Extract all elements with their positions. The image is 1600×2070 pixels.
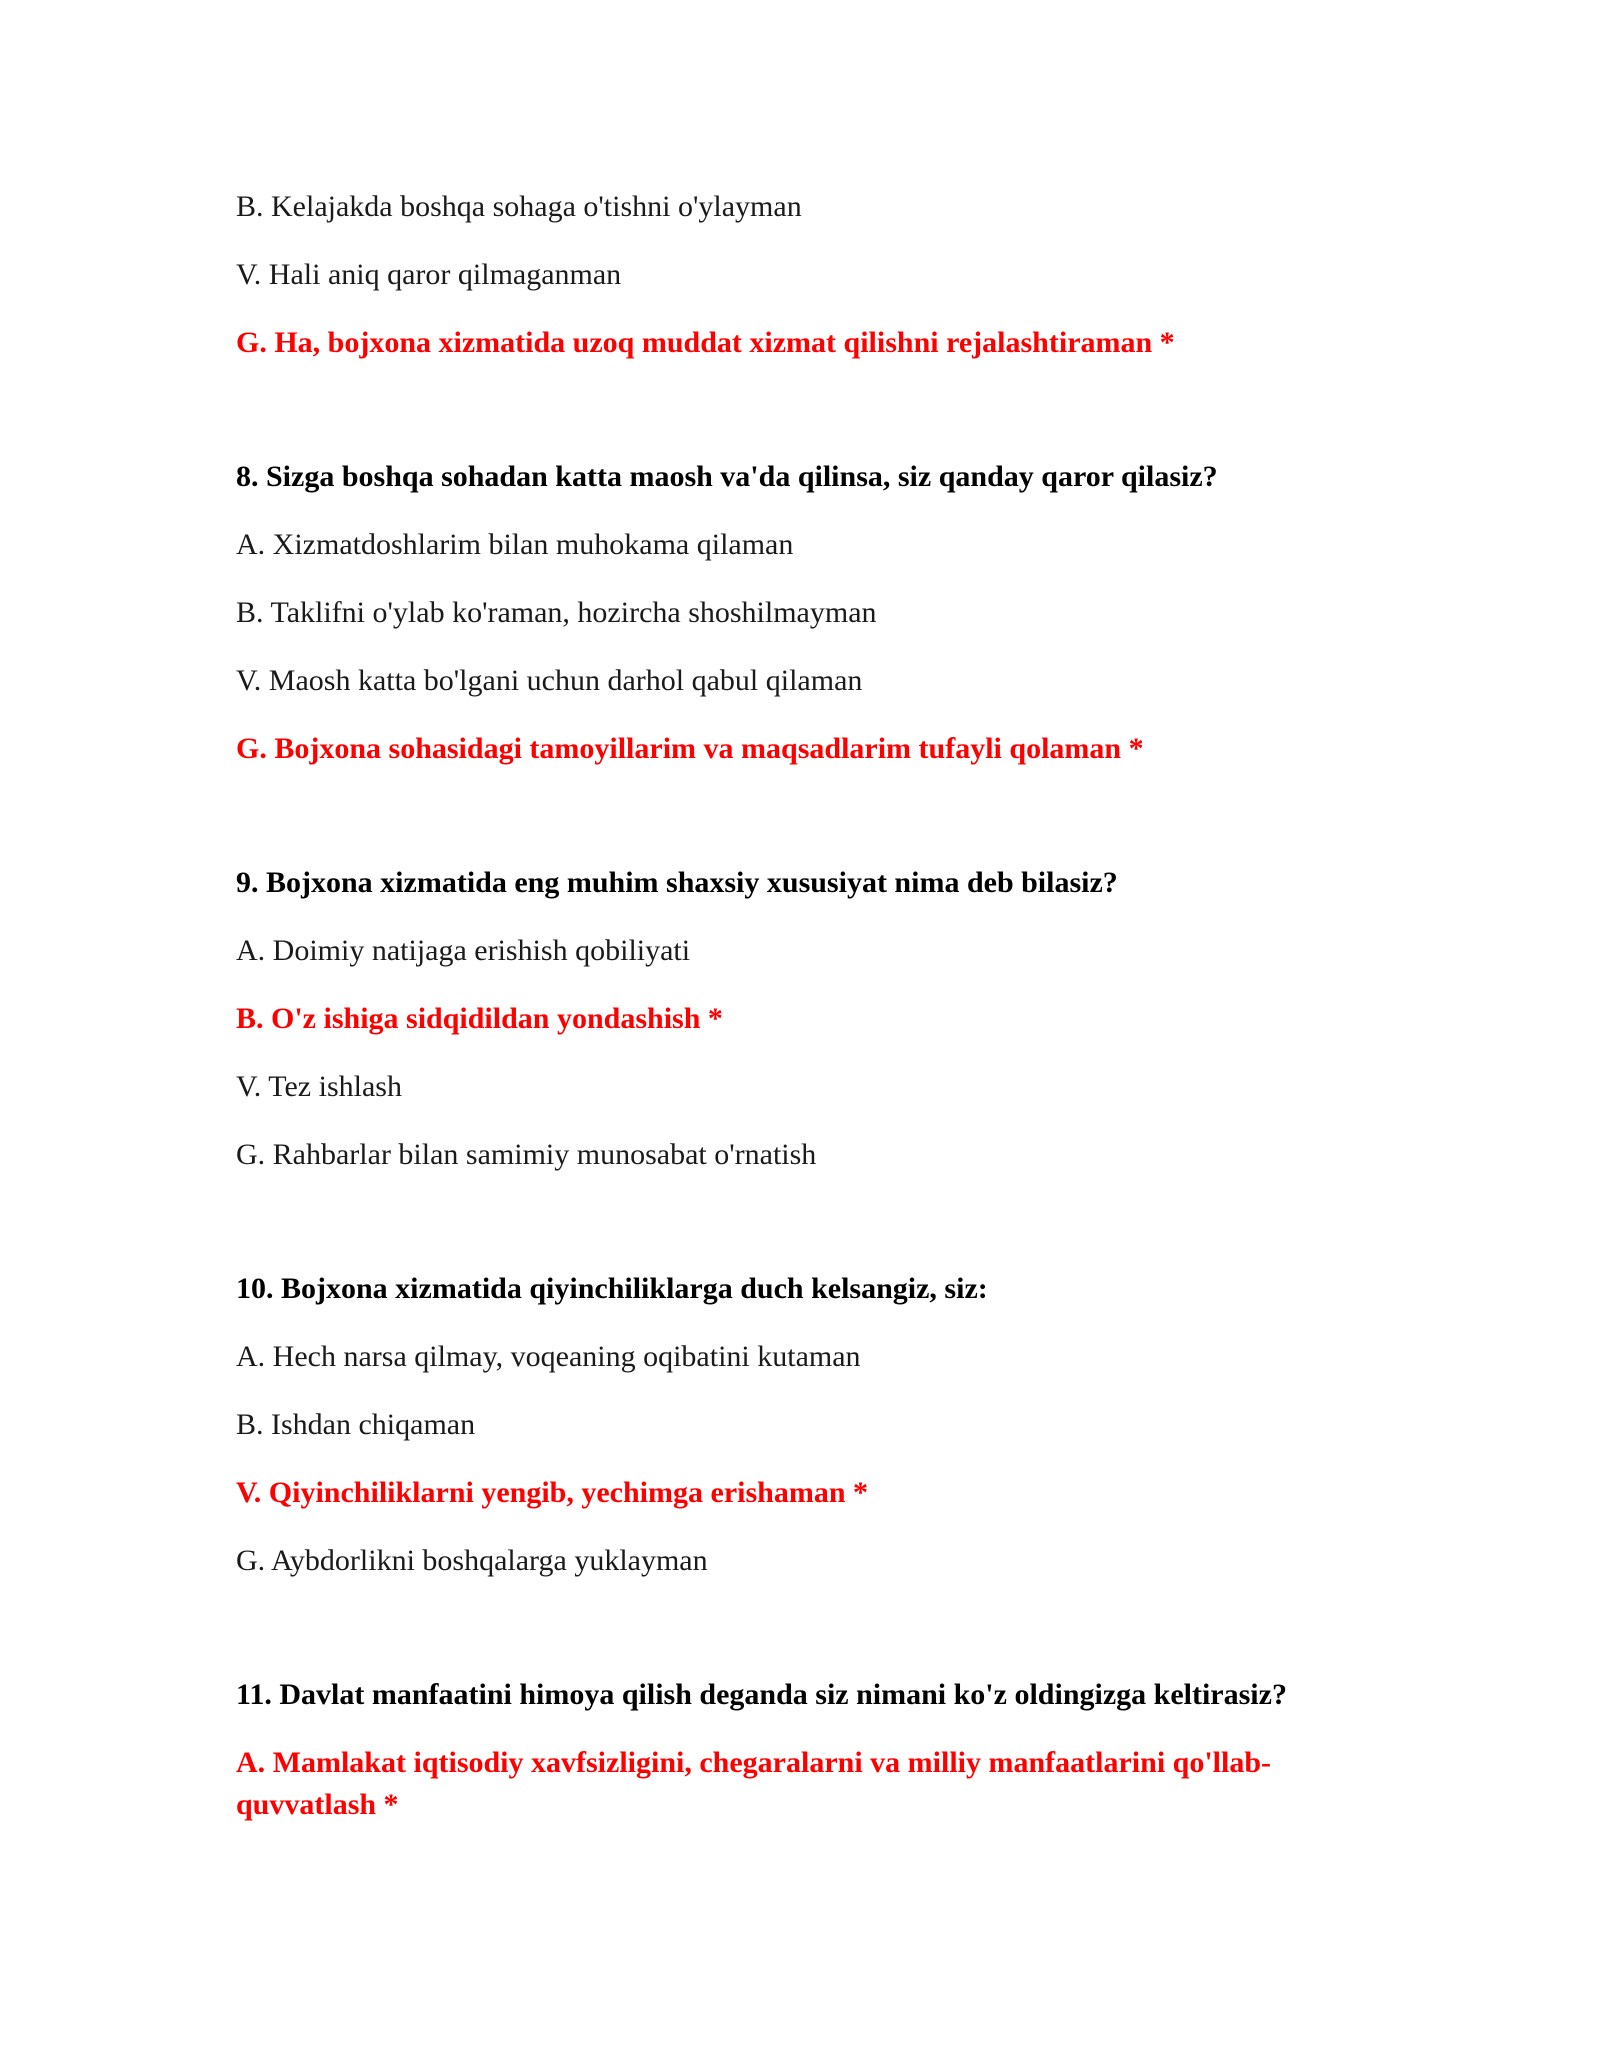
q7-option-b: B. Kelajakda boshqa sohaga o'tishni o'ylayman <box>236 190 802 223</box>
q8-question: 8. Sizga boshqa sohadan katta maosh va'da qilinsa, siz qanday qaror qilasiz? <box>236 460 1218 493</box>
q10-option-g: G. Aybdorlikni boshqalarga yuklayman <box>236 1544 708 1577</box>
q7-option-g-correct: G. Ha, bojxona xizmatida uzoq muddat xizmat qilishni rejalashtiraman * <box>236 326 1175 359</box>
q8-option-g-correct: G. Bojxona sohasidagi tamoyillarim va maqsadlarim tufayli qolaman * <box>236 732 1144 765</box>
q9-option-v: V. Tez ishlash <box>236 1070 402 1103</box>
q10-option-a: A. Hech narsa qilmay, voqeaning oqibatini kutaman <box>236 1340 861 1373</box>
q8-option-v: V. Maosh katta bo'lgani uchun darhol qabul qilaman <box>236 664 863 697</box>
q9-option-a: A. Doimiy natijaga erishish qobiliyati <box>236 934 691 967</box>
q8-option-a: A. Xizmatdoshlarim bilan muhokama qilaman <box>236 528 794 561</box>
q9-question: 9. Bojxona xizmatida eng muhim shaxsiy xususiyat nima deb bilasiz? <box>236 866 1118 899</box>
q9-option-b-correct: B. O'z ishiga sidqidildan yondashish * <box>236 1002 723 1035</box>
q11-question: 11. Davlat manfaatini himoya qilish deganda siz nimani ko'z oldingizga keltirasiz? <box>236 1678 1287 1711</box>
q8-option-b: B. Taklifni o'ylab ko'raman, hozircha shoshilmayman <box>236 596 877 629</box>
q9-option-g: G. Rahbarlar bilan samimiy munosabat o'rnatish <box>236 1138 817 1171</box>
q7-option-v: V. Hali aniq qaror qilmaganman <box>236 258 622 291</box>
q10-question: 10. Bojxona xizmatida qiyinchiliklarga duch kelsangiz, siz: <box>236 1272 988 1305</box>
q11-option-a-correct: A. Mamlakat iqtisodiy xavfsizligini, chegaralarni va milliy manfaatlarini qo'llab-quvvatlash * <box>236 1746 1272 1821</box>
q10-option-v-correct: V. Qiyinchiliklarni yengib, yechimga erishaman * <box>236 1476 869 1509</box>
q10-option-b: B. Ishdan chiqaman <box>236 1408 476 1441</box>
